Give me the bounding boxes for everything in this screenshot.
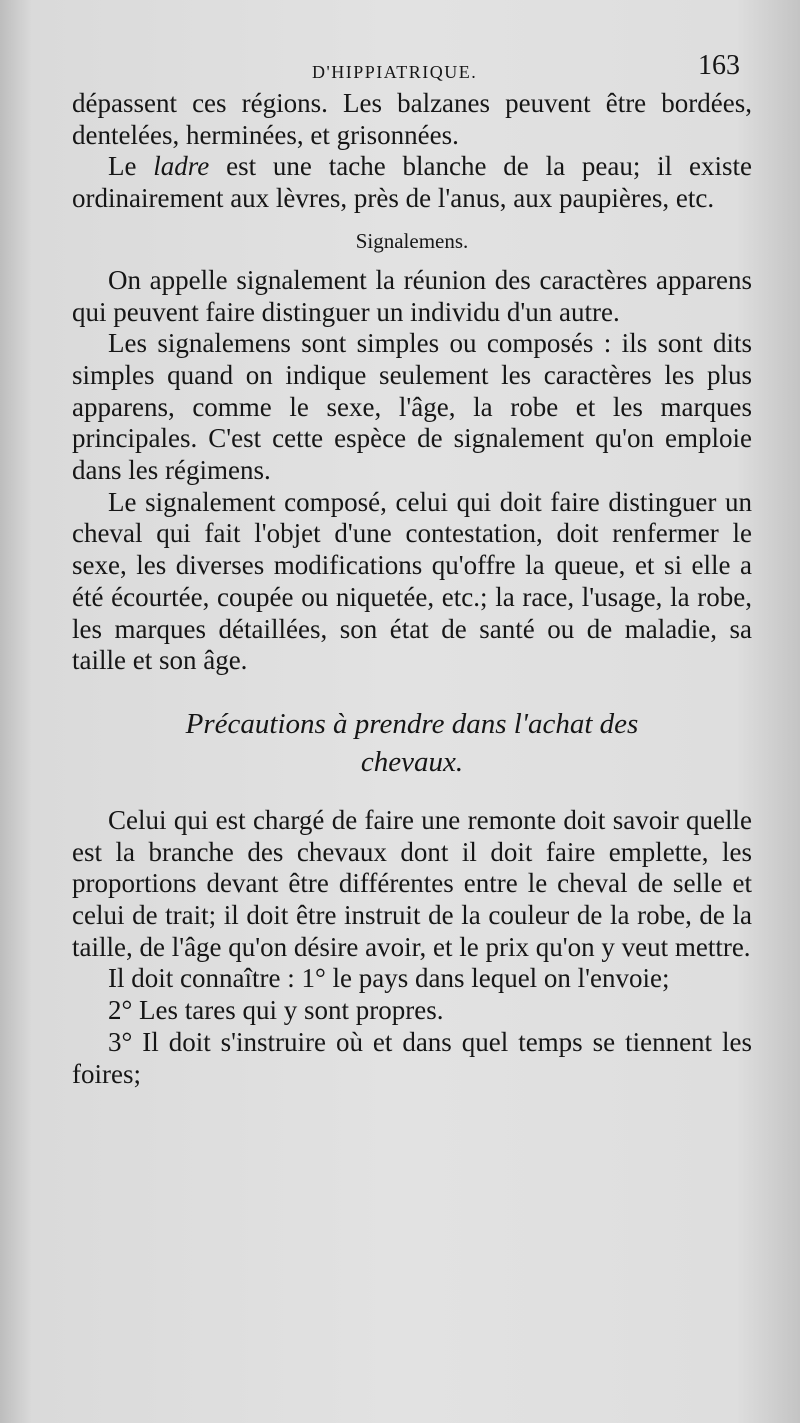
paragraph-definition: On appelle signalement la réunion des caractères apparens qui peuvent faire distinguer un individu d'un autre.: [72, 264, 752, 327]
page-header: [0, 50, 800, 90]
paragraph-compose: Le signalement composé, celui qui doit faire distinguer un cheval qui fait l'objet d'une contestation, doit renfermer le sexe, les diverses modifications qu'offre la queue, et si elle a été écourtée, coupée ou niquetée, etc.; la race, l'usage, la robe, les marques détaillées, son état de santé ou de maladie, sa taille et son âge.: [72, 486, 752, 676]
paragraph-tares: 2° Les tares qui y sont propres.: [108, 995, 444, 1026]
paragraph-balzanes: dépassent ces régions. Les balzanes peuvent être bordées, dentelées, herminées, et grisonnées.: [72, 88, 752, 150]
page-body: [72, 88, 752, 1090]
paragraph-foires: 3° Il doit s'instruire où et dans quel temps se tiennent les foires;: [72, 1026, 752, 1089]
ladre-text-before: Le: [108, 151, 154, 182]
running-head: D'HIPPIATRIQUE.: [312, 62, 478, 82]
page-number: 163: [698, 50, 740, 81]
section-title-line2: chevaux.: [360, 745, 464, 778]
section-title-line1: Précautions à prendre dans l'achat des: [185, 707, 639, 740]
ladre-term: ladre: [153, 151, 210, 182]
section-title: [72, 705, 752, 781]
ladre-text-after: est une tache blanche de la peau; il existe ordinairement aux lèvres, près de l'anus, aux paupières, etc.: [72, 151, 752, 214]
subheading-signalemens: Signalemens.: [355, 228, 469, 253]
paragraph-simple: Les signalemens sont simples ou composés : ils sont dits simples quand on indique seulement les caractères les plus apparens, comme le sexe, l'âge, la robe et les marques principales. C'est cette espèce de signalement qu'on emploie dans les régimens.: [72, 328, 752, 486]
paragraph-ladre: [72, 151, 752, 214]
paragraph-pays: Il doit connaître : 1° le pays dans lequel on l'envoie;: [108, 963, 670, 994]
paragraph-remonte: Celui qui est chargé de faire une remonte doit savoir quelle est la branche des chevaux dont il doit faire emplette, les proportions devant être différentes entre le cheval de selle et celui de trait; il doit être instruit de la couleur de la robe, de la taille, de l'âge qu'on désire avoir, et le prix qu'on y veut mettre.: [72, 804, 752, 962]
